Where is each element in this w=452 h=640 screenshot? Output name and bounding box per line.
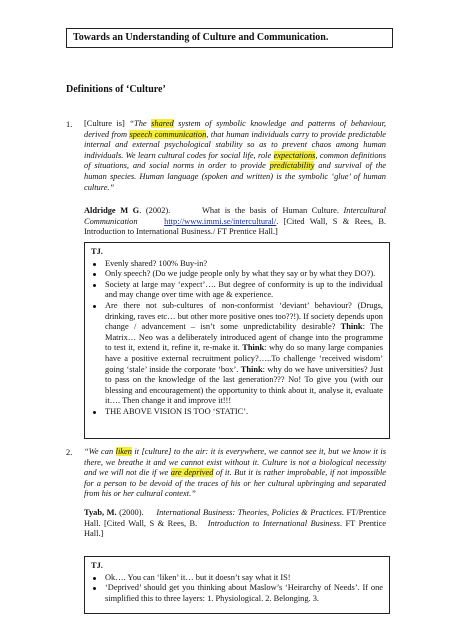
- tj-comment-box-2: [84, 556, 390, 614]
- reference-2: [84, 508, 386, 540]
- quote-text: and survival of the human species. Human language (spoken and written) is the symbolic ‘glue’ of human culture.”: [84, 161, 387, 192]
- highlighted-term: predictability: [269, 161, 315, 171]
- bullet-text: Society at large may ‘expect’…. But degree of conformity is up to the individual and may change over time with age & experience.: [105, 279, 383, 300]
- ref-book-title: International Business: Theories, Policies & Practices: [156, 508, 342, 517]
- think-label: Think: [242, 343, 265, 353]
- bullet-text: Only speech? (Do we judge people only by what they say or by what they DO?).: [105, 269, 376, 279]
- tj-label: TJ.: [91, 561, 103, 570]
- highlighted-term: speech communication: [129, 129, 207, 139]
- page-title: Towards an Understanding of Culture and Communication.: [66, 28, 393, 48]
- reference-1: [84, 206, 386, 238]
- list-item: [91, 407, 383, 418]
- quote-text: of it. But it is rather improbable, if not impossible for a person to be devoid of the traces of his or her cultural upbringing and separated from his or her cultural context.”: [84, 468, 387, 499]
- highlighted-term: shared: [151, 119, 174, 128]
- think-text: : why do we have universities? Just to pass on the knowledge of the last generation??? No! To give you (with our blessing and encouragement) the opportunity to think about it, analyse it, evaluate it…. Then change it and improve it!!!: [105, 364, 383, 406]
- ref-rest: . [Cited Wall, S & Rees, B. Introduction to International Business./ FT Prentice Hall.]: [84, 216, 386, 237]
- quote-text: “The: [129, 119, 152, 128]
- tj-bullet-list: [91, 259, 383, 418]
- ref-year: (2000).: [116, 508, 144, 517]
- ref-author: Tyab, M.: [84, 508, 117, 517]
- ref-link[interactable]: http://www.immi.se/intercultural/: [164, 216, 277, 226]
- ref-book-title: Introduction to International Business: [207, 518, 340, 528]
- bullet-icon: [93, 284, 96, 287]
- bullet-text: ‘Deprived’ should get you thinking about Maslow’s ‘Heirarchy of Needs’. If one simplified this to three layers: 1. Physiological. 2. Belonging. 3.: [105, 583, 383, 603]
- bullet-text: Are there not sub-cultures of non-conformist ‘deviant’ behaviour? (Drugs, drinking, raves etc… but other more positive ones too??!). If society depends upon change / advancement – isn’t some unpredictability desirable?: [105, 300, 383, 332]
- bullet-icon: [93, 587, 96, 590]
- quote-text: system of symbolic knowledge and patterns of behaviour, derived from: [84, 119, 387, 139]
- highlighted-term: expectations: [273, 150, 316, 160]
- bullet-icon: [93, 411, 96, 414]
- tj-label: TJ.: [91, 247, 103, 256]
- item-number: 1.: [66, 120, 73, 129]
- bullet-text: Evenly shared? 100% Buy-in?: [105, 258, 208, 268]
- list-item: [91, 280, 383, 301]
- ref-title: What is the basis of Human Culture.: [202, 206, 339, 215]
- think-label: Think: [340, 322, 363, 332]
- bullet-icon: [93, 305, 96, 308]
- list-item: [91, 301, 383, 407]
- bullet-text: THE ABOVE VISION IS TOO ‘STATIC’.: [105, 406, 249, 416]
- section-heading: Definitions of ‘Culture’: [66, 84, 166, 95]
- quote-text: “We can: [84, 447, 116, 456]
- bullet-icon: [93, 273, 96, 276]
- ref-rest: . FT/Prentice Hall. [Cited Wall, S & Rees, B.: [84, 508, 387, 528]
- bullet-text: Ok…. You can ‘liken’ it… but it doesn’t say what it IS!: [105, 572, 291, 582]
- quote-text: , that human individuals carry to provide predictable internal and external psychological stability so as to prevent chaos among human individuals. We learn cultural codes for social life, role: [84, 129, 386, 160]
- bullet-icon: [93, 577, 96, 580]
- item-number: 2.: [66, 448, 73, 457]
- list-item: [91, 573, 383, 584]
- highlighted-term: are deprived: [170, 468, 214, 478]
- tj-bullet-list: [91, 573, 383, 605]
- highlighted-term: liken: [115, 447, 132, 456]
- definition-prefix: [Culture is]: [84, 119, 125, 128]
- list-item: [91, 259, 383, 270]
- think-label: Think: [240, 364, 263, 374]
- ref-author: Aldridge M G: [84, 206, 140, 215]
- ref-year: . (2002).: [139, 206, 171, 215]
- list-item: [91, 583, 383, 604]
- definition-quote-1: [84, 119, 386, 193]
- ref-rest: . FT Prentice Hall.]: [84, 518, 387, 539]
- list-item: [91, 269, 383, 280]
- think-text: : why do so many large companies have a positive external recruitment policy?…..To challenge ‘received wisdom’ going ‘stale’ inside the corporate ‘box’.: [105, 343, 383, 374]
- ref-journal: Intercultural Communication: [84, 206, 386, 226]
- think-text: : The Matrix… Neo was a deliberately introduced agent of change into the programme to test it, extend it, refine it, re-make it.: [105, 322, 383, 353]
- bullet-icon: [93, 263, 96, 266]
- quote-text: it [culture] to the air: it is everywhere, we cannot see it, but we know it is there, we breathe it and we cannot exist without it. Culture is not a biological necessity and we will not die if we: [84, 447, 386, 478]
- tj-comment-box-1: [84, 242, 390, 439]
- quote-text: , common definitions of situations, and social norms in order to provide: [84, 150, 386, 171]
- definition-quote-2: [84, 447, 386, 500]
